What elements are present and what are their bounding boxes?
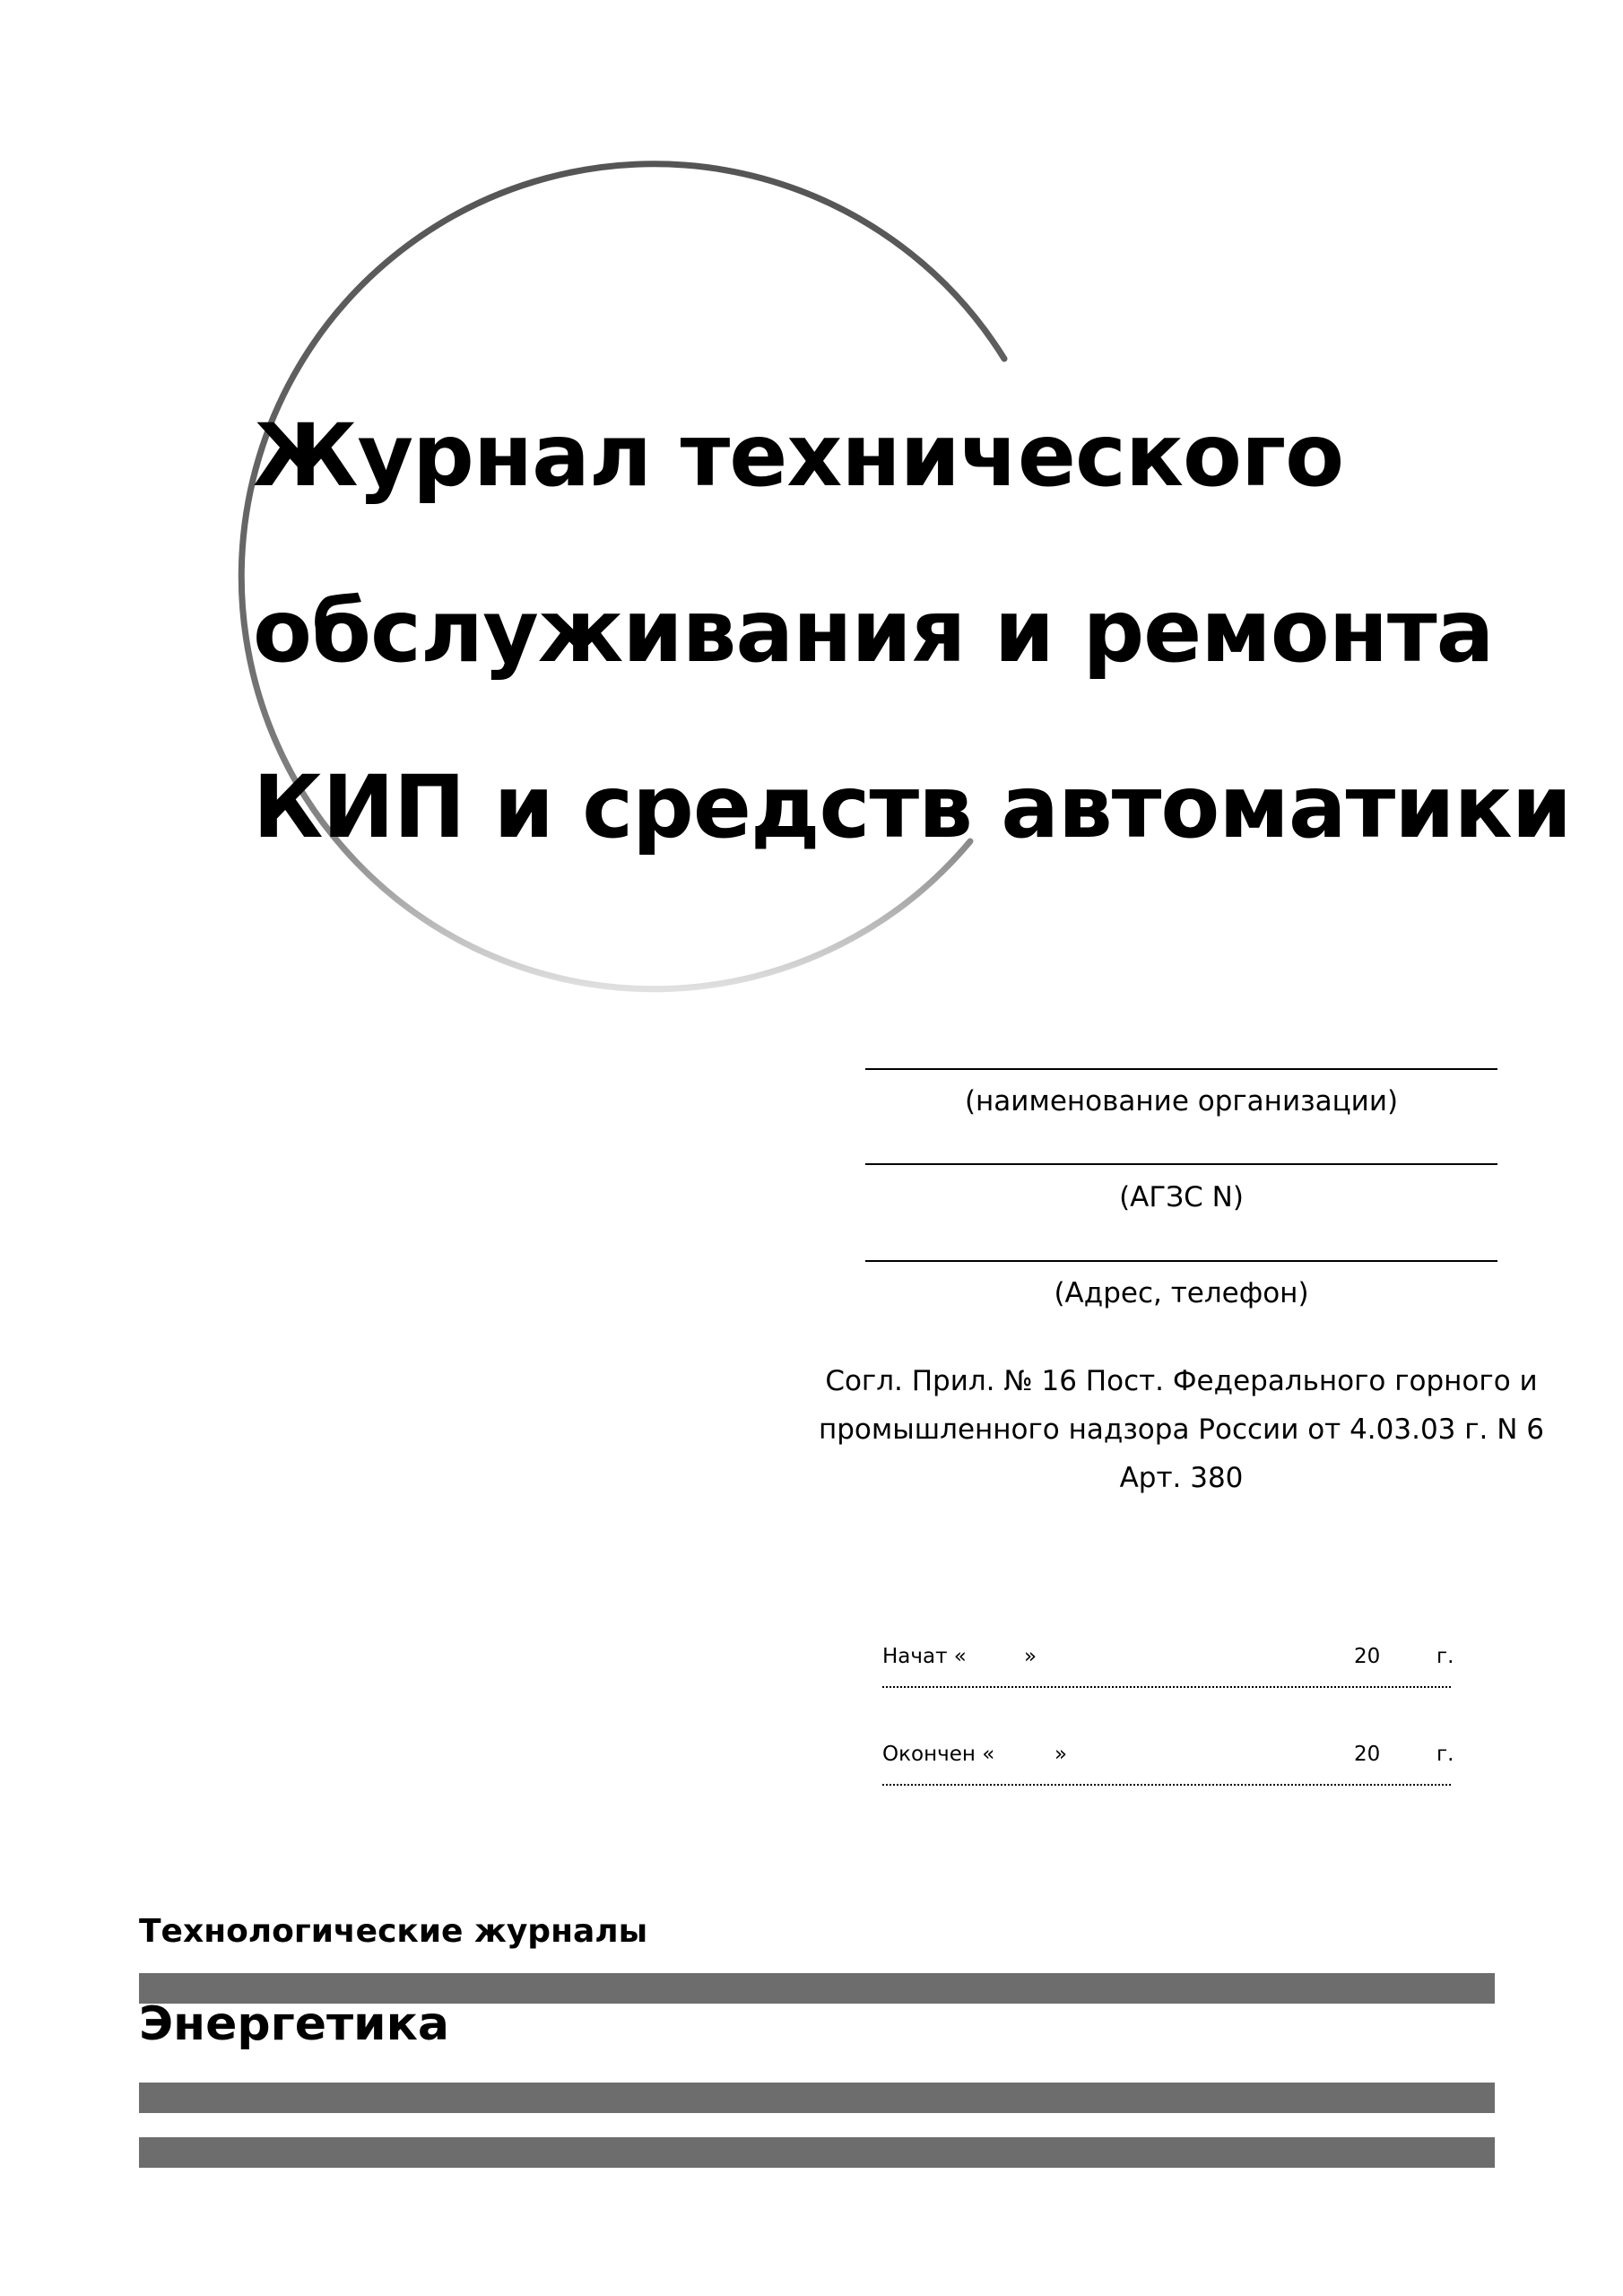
address-phone-caption: (Адрес, телефон) bbox=[1054, 1277, 1309, 1309]
journal-title-line-1: Журнал технического bbox=[253, 405, 1344, 506]
grey-band-middle bbox=[139, 2083, 1495, 2113]
end-date-dotted-line bbox=[882, 1784, 1451, 1786]
end-date-year-suffix: г. bbox=[1436, 1743, 1454, 1766]
grey-band-bottom bbox=[139, 2137, 1495, 2168]
journal-title-line-3: КИП и средств автоматики bbox=[253, 757, 1571, 857]
category-label: Энергетика bbox=[139, 1997, 449, 2051]
organization-name-line bbox=[865, 1068, 1497, 1070]
journal-title-line-2: обслуживания и ремонта bbox=[253, 581, 1494, 682]
station-number-caption: (АГЗС N) bbox=[1119, 1181, 1244, 1213]
start-date-year-suffix: г. bbox=[1436, 1645, 1454, 1668]
start-date-label: Начат « bbox=[882, 1645, 967, 1668]
end-date-row bbox=[882, 1736, 1454, 1772]
station-number-line bbox=[865, 1163, 1497, 1165]
start-date-row bbox=[882, 1639, 1454, 1674]
series-label: Технологические журналы bbox=[139, 1913, 648, 1950]
end-date-close-quote: » bbox=[1055, 1743, 1068, 1766]
regulation-line-1: Согл. Прил. № 16 Пост. Федерального горного и bbox=[825, 1365, 1538, 1397]
start-date-year-prefix: 20 bbox=[1354, 1645, 1381, 1668]
regulation-line-2: промышленного надзора России от 4.03.03 г. N 6 bbox=[818, 1413, 1545, 1446]
organization-name-caption: (наименование организации) bbox=[964, 1085, 1399, 1118]
end-date-year-prefix: 20 bbox=[1354, 1743, 1381, 1766]
start-date-close-quote: » bbox=[1024, 1645, 1037, 1668]
regulation-line-3: Арт. 380 bbox=[1119, 1462, 1244, 1494]
start-date-dotted-line bbox=[882, 1686, 1451, 1688]
end-date-label: Окончен « bbox=[882, 1743, 995, 1766]
journal-title bbox=[253, 368, 1598, 895]
regulation-reference bbox=[807, 1357, 1556, 1502]
address-phone-line bbox=[865, 1260, 1497, 1262]
